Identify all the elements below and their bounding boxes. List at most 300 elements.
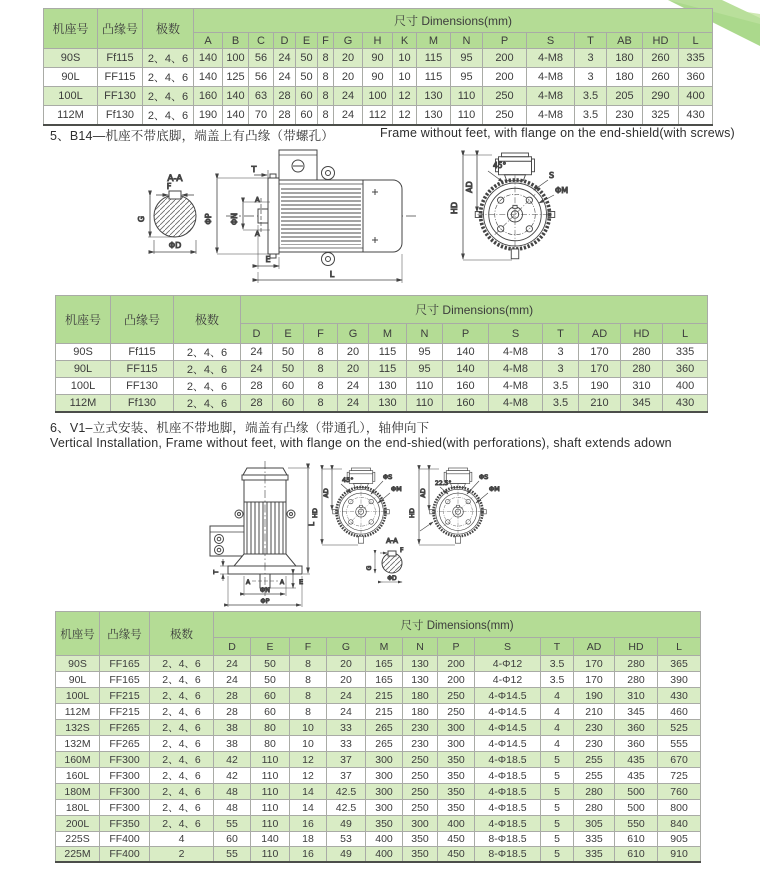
dimension-cell: 400 [366, 832, 403, 847]
dimension-column-header: P [483, 33, 527, 49]
frame-size-cell: 100L [56, 688, 100, 704]
dimension-cell: 112 [363, 106, 393, 126]
dimension-cell: 24 [338, 378, 369, 395]
dimension-cell: 8 [290, 704, 327, 720]
frame-size-cell: 100L [44, 87, 98, 106]
dimension-cell: 345 [621, 395, 663, 413]
dimension-cell: 280 [621, 361, 663, 378]
dimension-cell: 725 [658, 768, 701, 784]
dimension-cell: 610 [615, 847, 658, 863]
dimension-cell: 230 [574, 736, 615, 752]
table-row [56, 752, 701, 768]
dimension-column-header: B [223, 33, 249, 49]
dimension-cell: 60 [296, 87, 318, 106]
dimension-cell: 335 [574, 832, 615, 847]
dimension-cell: 140 [194, 49, 223, 68]
table-row [56, 656, 701, 672]
dimension-column-header: HD [615, 638, 658, 656]
dimension-cell: 250 [403, 784, 438, 800]
dimension-column-header: L [658, 638, 701, 656]
dimension-cell: 160 [443, 395, 489, 413]
dimension-cell: 140 [251, 832, 290, 847]
column-header: 凸缘号 [111, 296, 174, 344]
dimension-cell: 42 [214, 768, 251, 784]
b14-f-dim-label: F [166, 182, 172, 191]
dimension-cell: 4-Φ18.5 [475, 800, 541, 816]
dimension-cell: 4-Φ18.5 [475, 816, 541, 832]
dimension-cell: 12 [290, 752, 327, 768]
dimension-cell: 435 [615, 752, 658, 768]
dimension-cell: 360 [615, 736, 658, 752]
frame-size-cell: 225S [56, 832, 100, 847]
flange-no-cell: FF165 [100, 672, 150, 688]
v1-e-dim-label: E [299, 578, 304, 586]
dimension-cell: 28 [274, 87, 296, 106]
column-header: 机座号 [56, 296, 111, 344]
v1-aa-phid-label: ΦD [387, 575, 397, 582]
dimension-cell: 16 [290, 816, 327, 832]
dimension-column-header: P [438, 638, 475, 656]
dimension-cell: 55 [214, 816, 251, 832]
dimension-cell: 3.5 [543, 395, 579, 413]
dimension-cell: 250 [403, 800, 438, 816]
dimension-cell: 550 [615, 816, 658, 832]
v1-phip-dim-label: ΦP [260, 597, 270, 605]
dimension-cell: 4-Φ14.5 [475, 736, 541, 752]
dimension-cell: 37 [327, 768, 366, 784]
dimension-cell: 115 [369, 361, 407, 378]
b14-e-dim-label: E [265, 255, 271, 264]
flange-no-cell: FF300 [100, 768, 150, 784]
b14-g-dim-label: G [137, 215, 146, 223]
dimension-cell: 450 [438, 832, 475, 847]
dimension-cell: 3.5 [575, 106, 607, 126]
dimension-cell: 500 [615, 800, 658, 816]
dimension-cell: 24 [274, 68, 296, 87]
dimension-column-header: E [296, 33, 318, 49]
section-6-heading [50, 421, 672, 451]
section-6-title-en: Vertical Installation, Frame without feet, with flange on the end-shied(with perforations), shaft extends adown [50, 436, 672, 450]
dimension-cell: 170 [574, 656, 615, 672]
flange-no-cell: Ff130 [98, 106, 143, 126]
frame-size-cell: 180M [56, 784, 100, 800]
dimension-cell: 140 [223, 87, 249, 106]
v1-aa-g-label: G [366, 565, 373, 571]
dimensions-table-b14-flange [55, 295, 708, 413]
table-row [56, 768, 701, 784]
dimension-column-header: HD [643, 33, 679, 49]
dimension-cell: 28 [241, 395, 273, 413]
table-row [44, 49, 713, 68]
dimension-cell: 8 [304, 344, 338, 361]
dimension-cell: 230 [574, 720, 615, 736]
flange-no-cell: FF300 [100, 784, 150, 800]
v1-f1-ad-label: AD [322, 488, 330, 498]
dimension-column-header: S [527, 33, 575, 49]
section-5-title-zh: 5、B14—机座不带底脚，端盖上有凸缘（带螺孔） [50, 129, 334, 143]
b14-cut-a-bottom: A [255, 230, 260, 238]
dimension-cell: 110 [407, 378, 443, 395]
dimension-cell: 230 [403, 736, 438, 752]
dimension-cell: 24 [338, 395, 369, 413]
dimension-cell: 4 [541, 688, 574, 704]
frame-size-cell: 112M [56, 395, 111, 413]
frame-size-cell: 180L [56, 800, 100, 816]
dimension-column-header: D [241, 324, 273, 344]
b14-l-dim-label: L [329, 270, 335, 279]
dimension-cell: 610 [615, 832, 658, 847]
v1-phin-dim-label: ΦN [260, 586, 270, 594]
dimensions-table-v1-flange [55, 611, 701, 863]
poles-cell: 2、4、6 [143, 106, 194, 126]
poles-cell: 2、4、6 [150, 816, 214, 832]
dimension-cell: 42.5 [327, 784, 366, 800]
poles-cell: 2、4、6 [150, 752, 214, 768]
dimension-cell: 49 [327, 816, 366, 832]
dimension-column-header: N [403, 638, 438, 656]
table-row [56, 847, 701, 863]
dimension-cell: 56 [249, 49, 274, 68]
dimension-cell: 33 [327, 720, 366, 736]
column-header: 凸缘号 [98, 9, 143, 49]
dimension-cell: 170 [579, 361, 621, 378]
table-row [56, 832, 701, 847]
dimension-column-header: T [541, 638, 574, 656]
v1-f1-45deg-label: 45° [342, 476, 354, 484]
dimension-column-header: C [249, 33, 274, 49]
dimension-column-header: E [251, 638, 290, 656]
dimension-column-header: T [543, 324, 579, 344]
dimension-cell: 130 [417, 106, 451, 126]
dimension-column-header: T [575, 33, 607, 49]
flange-no-cell: FF215 [100, 688, 150, 704]
table-row [56, 688, 701, 704]
dimension-cell: 4-Φ14.5 [475, 688, 541, 704]
dimension-cell: 325 [643, 106, 679, 126]
dimension-cell: 170 [574, 672, 615, 688]
dimension-cell: 8 [290, 688, 327, 704]
b14-ad-dim-label: AD [465, 181, 474, 193]
dimension-cell: 12 [393, 106, 417, 126]
dimension-cell: 360 [663, 361, 708, 378]
b14-phip-dim-label: ΦP [204, 213, 213, 225]
dimension-column-header: G [327, 638, 366, 656]
dimension-cell: 20 [338, 344, 369, 361]
dimension-cell: 4-Φ12 [475, 656, 541, 672]
dimension-cell: 8 [318, 68, 334, 87]
poles-cell: 2、4、6 [150, 688, 214, 704]
dimension-cell: 400 [366, 847, 403, 863]
dimension-cell: 110 [451, 87, 483, 106]
dimension-cell: 450 [438, 847, 475, 863]
dimension-cell: 310 [621, 378, 663, 395]
dimension-cell: 110 [251, 752, 290, 768]
dimension-cell: 345 [615, 704, 658, 720]
dimension-cell: 305 [574, 816, 615, 832]
dimension-cell: 180 [403, 688, 438, 704]
dimension-cell: 12 [393, 87, 417, 106]
frame-size-cell: 112M [44, 106, 98, 126]
table-row [56, 704, 701, 720]
dimension-cell: 4-M8 [527, 87, 575, 106]
poles-cell: 2、4、6 [143, 49, 194, 68]
dimension-cell: 20 [327, 672, 366, 688]
dimension-cell: 20 [334, 68, 363, 87]
dimension-column-header: D [214, 638, 251, 656]
dimension-cell: 110 [451, 106, 483, 126]
dimension-cell: 20 [334, 49, 363, 68]
dimension-cell: 49 [327, 847, 366, 863]
dimension-cell: 5 [541, 832, 574, 847]
dimension-cell: 190 [574, 688, 615, 704]
poles-cell: 2、4、6 [174, 378, 241, 395]
dimension-cell: 255 [574, 752, 615, 768]
poles-cell: 2、4、6 [150, 800, 214, 816]
dimension-cell: 8 [290, 656, 327, 672]
dimension-cell: 280 [574, 784, 615, 800]
dimension-cell: 300 [366, 768, 403, 784]
dimension-cell: 38 [214, 736, 251, 752]
flange-no-cell: FF165 [100, 656, 150, 672]
poles-cell: 2、4、6 [174, 361, 241, 378]
flange-no-cell: FF115 [111, 361, 174, 378]
poles-cell: 2、4、6 [174, 395, 241, 413]
dimension-cell: 4-M8 [489, 361, 543, 378]
dimension-cell: 12 [290, 768, 327, 784]
dimension-cell: 180 [607, 49, 643, 68]
section-6-title-zh: 6、V1–立式安装、机座不带地脚，端盖有凸缘（带通孔），轴伸向下 [50, 421, 430, 435]
dimension-column-header: D [274, 33, 296, 49]
dimension-cell: 265 [366, 720, 403, 736]
dimension-cell: 60 [273, 378, 304, 395]
dimension-cell: 400 [663, 378, 708, 395]
dimension-cell: 24 [334, 106, 363, 126]
v1-motor-drawing [190, 456, 530, 608]
dimension-cell: 115 [369, 344, 407, 361]
column-header: 凸缘号 [100, 612, 150, 656]
dimension-cell: 50 [251, 672, 290, 688]
v1-f2-hd-label: HD [408, 508, 416, 518]
b14-s-label: S [549, 171, 555, 180]
dimension-column-header: AD [574, 638, 615, 656]
dimension-cell: 8-Φ18.5 [475, 847, 541, 863]
frame-size-cell: 112M [56, 704, 100, 720]
column-header: 极数 [174, 296, 241, 344]
dimension-cell: 500 [615, 784, 658, 800]
dimension-cell: 20 [338, 361, 369, 378]
v1-f2-225deg-label: 22.5° [435, 480, 452, 487]
dimension-cell: 4-M8 [527, 49, 575, 68]
dimension-cell: 63 [249, 87, 274, 106]
dimension-cell: 350 [438, 784, 475, 800]
v1-cut-a-left: A [246, 579, 251, 586]
dimension-column-header: A [194, 33, 223, 49]
poles-cell: 2、4、6 [150, 656, 214, 672]
dimension-cell: 10 [290, 736, 327, 752]
poles-cell: 4 [150, 832, 214, 847]
dimension-cell: 24 [241, 344, 273, 361]
dimension-cell: 3.5 [575, 87, 607, 106]
dimension-cell: 3.5 [541, 672, 574, 688]
dimension-cell: 50 [296, 68, 318, 87]
frame-size-cell: 90L [56, 672, 100, 688]
dimension-cell: 760 [658, 784, 701, 800]
dimension-cell: 350 [403, 847, 438, 863]
dimension-cell: 33 [327, 736, 366, 752]
table-row [56, 395, 708, 413]
dimension-cell: 300 [366, 752, 403, 768]
dimension-cell: 215 [366, 688, 403, 704]
dimension-cell: 265 [366, 736, 403, 752]
dimension-cell: 10 [393, 49, 417, 68]
dimension-cell: 165 [366, 656, 403, 672]
dimension-cell: 8 [304, 378, 338, 395]
dimension-cell: 260 [643, 49, 679, 68]
table-row [56, 816, 701, 832]
dimension-cell: 430 [663, 395, 708, 413]
column-header: 机座号 [44, 9, 98, 49]
dimension-cell: 250 [483, 106, 527, 126]
dimension-cell: 140 [223, 106, 249, 126]
dimension-cell: 4-Φ18.5 [475, 784, 541, 800]
dimension-cell: 250 [438, 704, 475, 720]
dimension-cell: 28 [241, 378, 273, 395]
poles-cell: 2、4、6 [174, 344, 241, 361]
frame-size-cell: 225M [56, 847, 100, 863]
table-row [56, 361, 708, 378]
dimension-column-header: F [290, 638, 327, 656]
flange-no-cell: FF115 [98, 68, 143, 87]
dimension-cell: 14 [290, 800, 327, 816]
dimension-cell: 335 [574, 847, 615, 863]
dimension-cell: 3.5 [541, 656, 574, 672]
dimension-cell: 3 [543, 344, 579, 361]
poles-cell: 2、4、6 [150, 704, 214, 720]
dimension-column-header: E [273, 324, 304, 344]
dimension-cell: 4-Φ18.5 [475, 768, 541, 784]
dimension-cell: 140 [443, 344, 489, 361]
table-row [56, 736, 701, 752]
dimension-cell: 3 [575, 49, 607, 68]
dimension-cell: 70 [249, 106, 274, 126]
dimension-cell: 210 [574, 704, 615, 720]
column-header: 极数 [143, 9, 194, 49]
dimension-cell: 365 [658, 656, 701, 672]
dimension-cell: 28 [274, 106, 296, 126]
dimension-cell: 180 [607, 68, 643, 87]
table-row [56, 378, 708, 395]
table-row [56, 800, 701, 816]
dimension-column-header: G [338, 324, 369, 344]
dimension-cell: 335 [679, 49, 713, 68]
dimension-cell: 4 [541, 704, 574, 720]
dimension-cell: 110 [251, 800, 290, 816]
dimension-cell: 90 [363, 68, 393, 87]
dimension-cell: 18 [290, 832, 327, 847]
b14-hd-dim-label: HD [450, 201, 459, 215]
column-header: 机座号 [56, 612, 100, 656]
dimension-cell: 95 [451, 49, 483, 68]
dimension-cell: 4 [541, 720, 574, 736]
dimension-cell: 56 [249, 68, 274, 87]
dimension-cell: 230 [607, 106, 643, 126]
dimension-cell: 5 [541, 752, 574, 768]
dimension-cell: 280 [615, 656, 658, 672]
dimension-cell: 115 [417, 49, 451, 68]
dimensions-header: 尺寸 Dimensions(mm) [214, 612, 701, 638]
dimension-cell: 430 [679, 106, 713, 126]
dimension-cell: 800 [658, 800, 701, 816]
dimension-cell: 300 [438, 736, 475, 752]
dimension-cell: 60 [251, 704, 290, 720]
b14-45deg-label: 45° [493, 161, 507, 170]
dimension-cell: 460 [658, 704, 701, 720]
dimension-cell: 28 [214, 704, 251, 720]
dimension-cell: 180 [403, 704, 438, 720]
dimension-cell: 160 [443, 378, 489, 395]
dimension-cell: 555 [658, 736, 701, 752]
dimension-cell: 24 [327, 704, 366, 720]
dimension-cell: 435 [615, 768, 658, 784]
table-row [56, 344, 708, 361]
dimension-cell: 53 [327, 832, 366, 847]
dimension-cell: 16 [290, 847, 327, 863]
dimension-cell: 215 [366, 704, 403, 720]
dimension-column-header: L [679, 33, 713, 49]
frame-size-cell: 90L [44, 68, 98, 87]
dimension-column-header: N [407, 324, 443, 344]
dimension-cell: 115 [417, 68, 451, 87]
flange-no-cell: FF350 [100, 816, 150, 832]
dimension-cell: 230 [403, 720, 438, 736]
flange-no-cell: FF265 [100, 720, 150, 736]
dimension-cell: 20 [327, 656, 366, 672]
dimension-cell: 28 [214, 688, 251, 704]
dimension-cell: 360 [615, 720, 658, 736]
dimension-cell: 37 [327, 752, 366, 768]
dimension-cell: 5 [541, 847, 574, 863]
dimension-cell: 130 [369, 378, 407, 395]
dimension-cell: 140 [194, 68, 223, 87]
dimension-cell: 200 [483, 68, 527, 87]
dimension-cell: 8 [304, 395, 338, 413]
frame-size-cell: 90S [56, 344, 111, 361]
flange-no-cell: Ff115 [111, 344, 174, 361]
dimension-cell: 8 [318, 106, 334, 126]
v1-aa-label: A-A [386, 537, 398, 545]
dimension-cell: 24 [214, 672, 251, 688]
flange-no-cell: FF215 [100, 704, 150, 720]
dimension-cell: 60 [214, 832, 251, 847]
dimension-cell: 310 [615, 688, 658, 704]
poles-cell: 2、4、6 [150, 720, 214, 736]
dimension-cell: 350 [438, 800, 475, 816]
dimension-cell: 100 [223, 49, 249, 68]
dimension-cell: 280 [615, 672, 658, 688]
dimension-column-header: S [475, 638, 541, 656]
flange-no-cell: Ff115 [98, 49, 143, 68]
dimension-cell: 300 [403, 816, 438, 832]
dimension-cell: 38 [214, 720, 251, 736]
dimension-cell: 24 [334, 87, 363, 106]
dimension-cell: 80 [251, 736, 290, 752]
dimension-column-header: K [393, 33, 417, 49]
b14-cut-a-top: A [255, 196, 260, 204]
frame-size-cell: 132M [56, 736, 100, 752]
v1-f2-phim-label: ΦM [489, 485, 500, 493]
dimension-cell: 250 [403, 768, 438, 784]
dimension-column-header: P [443, 324, 489, 344]
